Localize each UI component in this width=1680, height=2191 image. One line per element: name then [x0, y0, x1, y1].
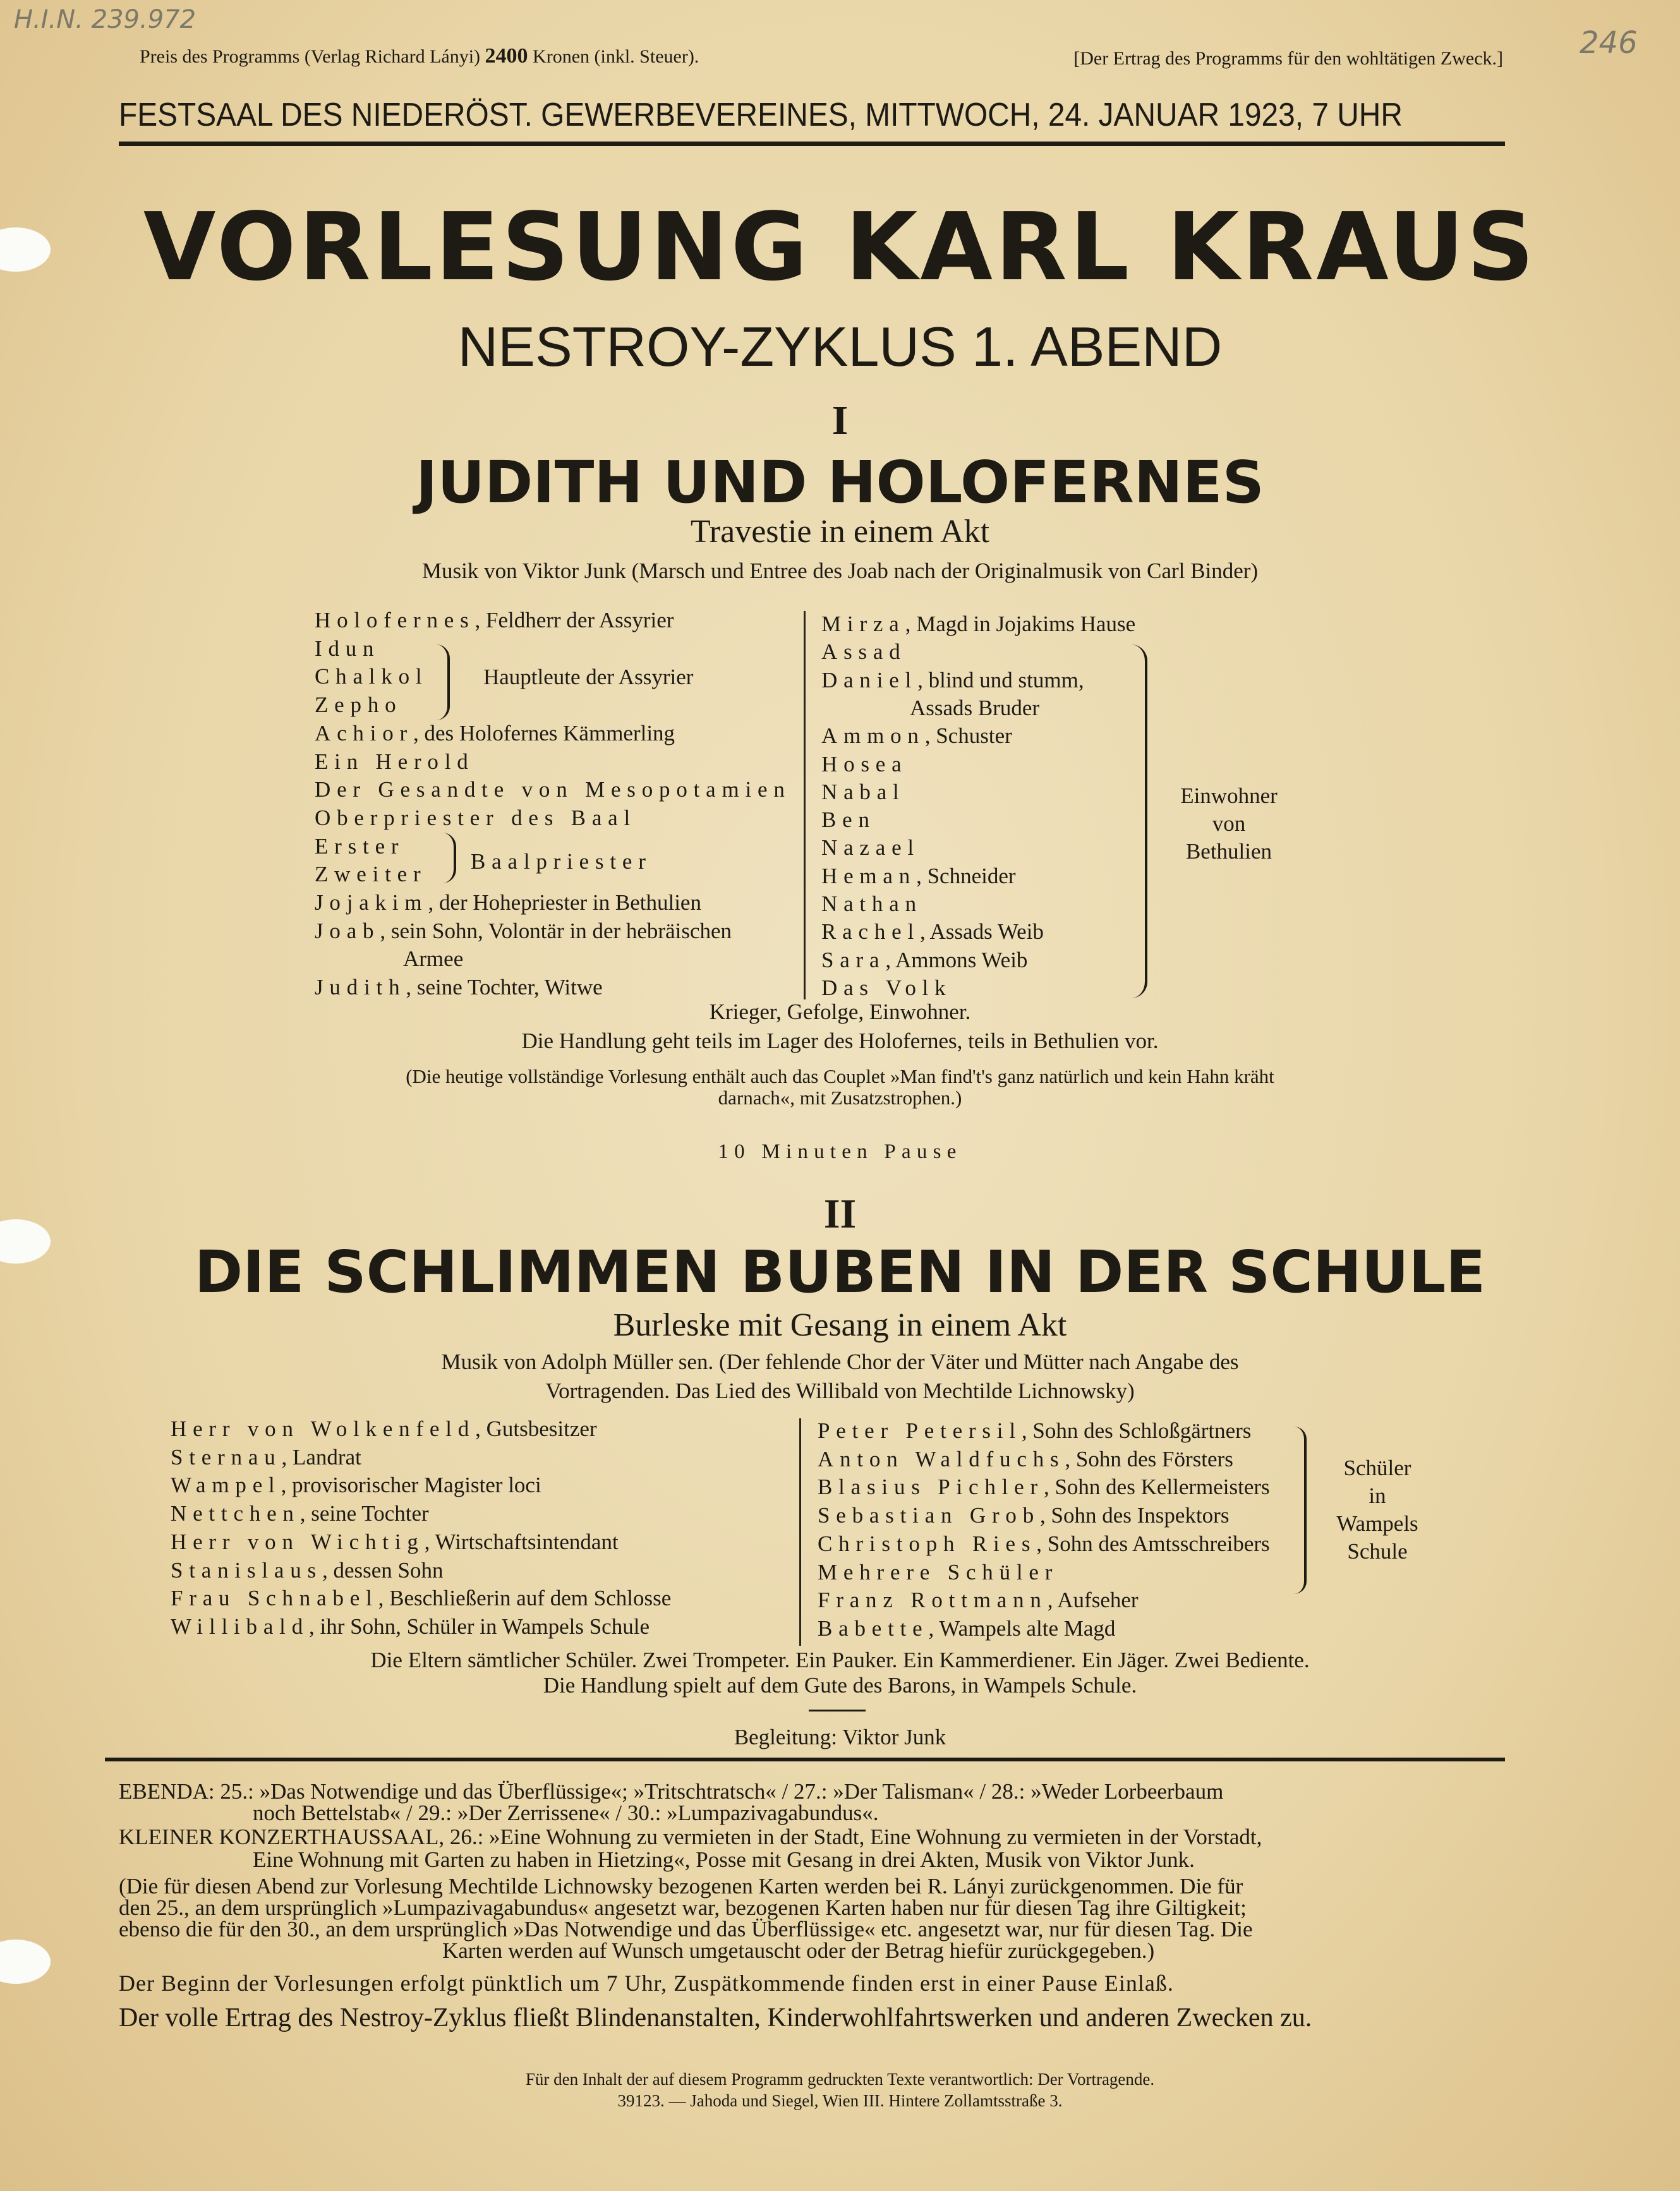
cast-row — [821, 752, 907, 777]
group-schueler — [1308, 1454, 1447, 1566]
character-role: , Sohn des Kellermeisters — [1043, 1475, 1270, 1500]
cast-row — [171, 1445, 361, 1470]
character-role: Armee — [403, 946, 464, 972]
character-name: Herr von Wichtig — [171, 1529, 425, 1554]
group-label: Bethulien — [1185, 839, 1272, 864]
character-name: Heman — [821, 863, 917, 888]
notes-rule — [105, 1758, 1505, 1761]
cast-row — [821, 948, 1027, 973]
part2-setting: Die Handlung spielt auf dem Gute des Barons, in Wampels Schule. — [543, 1673, 1137, 1698]
group-label: Baalpriester — [471, 849, 652, 874]
cast-row — [821, 807, 876, 833]
tickets-line-2: den 25., an dem ursprünglich »Lumpazivagabundus« angesetzt war, bezogenen Karten haben nur für diesen Tag ihre Giltigkeit; — [119, 1895, 1247, 1920]
part1-numeral: I — [831, 397, 849, 444]
part2-music-2: Vortragenden. Das Lied des Willibald von Mechtilde Lichnowsky) — [545, 1379, 1135, 1403]
cast-row — [910, 696, 1039, 721]
cast-row — [818, 1447, 1233, 1472]
character-name: Oberpriester des Baal — [315, 805, 637, 830]
inventory-number: H.I.N. 239.972 — [14, 5, 196, 34]
cast-row — [818, 1560, 1058, 1585]
short-rule — [809, 1710, 866, 1711]
cast-row — [315, 975, 603, 1000]
character-name: Erster — [315, 833, 405, 859]
footer-printer: 39123. — Jahoda und Siegel, Wien III. Hintere Zollamtsstraße 3. — [617, 2091, 1063, 2110]
character-name: Ben — [821, 807, 876, 833]
character-role: Assads Bruder — [910, 695, 1040, 720]
part1-extras: Krieger, Gefolge, Einwohner. — [709, 999, 971, 1024]
cast-row — [315, 834, 404, 859]
character-role: , Sohn des Amtsschreibers — [1036, 1531, 1270, 1556]
cast-row — [315, 919, 732, 944]
character-name: Jojakim — [315, 890, 428, 915]
accompaniment: Begleitung: Viktor Junk — [734, 1725, 946, 1749]
cast-row — [821, 975, 952, 1001]
character-role: , Feldherr der Assyrier — [474, 608, 674, 632]
proceeds-note: [Der Ertrag des Programms für den wohltätigen Zweck.] — [1073, 48, 1503, 69]
part1-setting: Die Handlung geht teils im Lager des Holofernes, teils in Bethulien vor. — [521, 1029, 1159, 1053]
cast-row — [171, 1558, 443, 1583]
price-line — [140, 44, 699, 68]
character-role: , Schuster — [924, 723, 1012, 749]
group-label: Schule — [1347, 1539, 1408, 1564]
cast-row — [315, 608, 674, 633]
group-einwohner — [1156, 782, 1302, 866]
cast-row — [315, 890, 701, 915]
venue-line: FESTSAAL DES NIEDERÖST. GEWERBEVEREINES, MITTWOCH, 24. JANUAR 1923, 7 UHR — [119, 97, 1403, 133]
cast-row — [315, 806, 636, 831]
part2-genre: Burleske mit Gesang in einem Akt — [613, 1307, 1067, 1343]
page-title: VORLESUNG KARL KRAUS — [143, 193, 1537, 301]
character-name: Zweiter — [315, 862, 427, 887]
character-name: Sara — [821, 947, 886, 972]
price-text: Preis des Programms (Verlag Richard Lányi) — [140, 46, 481, 67]
character-name: Wampel — [171, 1473, 281, 1498]
character-name: Chalkol — [315, 664, 428, 689]
character-name: Joab — [315, 918, 380, 943]
character-name: Der Gesandte von Mesopotamien — [315, 777, 791, 802]
cast-row — [818, 1503, 1229, 1528]
tickets-line-1: (Die für diesen Abend zur Vorlesung Mechtilde Lichnowsky bezogenen Karten werden bei R. Lányi zurückgenommen. Die für — [119, 1874, 1243, 1898]
price-suffix: Kronen (inkl. Steuer). — [533, 46, 699, 67]
cast-row — [821, 668, 1084, 693]
character-name: Holofernes — [315, 608, 475, 632]
part1-note-2: darnach«, mit Zusatzstrophen.) — [718, 1087, 962, 1109]
character-name: Nazael — [821, 835, 920, 860]
character-name: Mehrere Schüler — [818, 1559, 1059, 1584]
character-name: Nathan — [821, 891, 922, 916]
intermission: 10 Minuten Pause — [718, 1140, 962, 1163]
character-name: Stanislaus — [171, 1557, 322, 1583]
group-label: Einwohner — [1180, 783, 1278, 808]
cast-row — [818, 1418, 1251, 1444]
character-name: Willibald — [171, 1614, 309, 1639]
character-name: Judith — [315, 975, 406, 1000]
character-role: , Aufseher — [1047, 1588, 1139, 1613]
character-role: , Ammons Weib — [885, 947, 1028, 972]
cast-row — [171, 1530, 619, 1555]
character-role: , Beschließerin auf dem Schlosse — [378, 1586, 672, 1611]
footer-responsible: Für den Inhalt der auf diesem Programm gedruckten Texte verantwortlich: Der Vortragende. — [525, 2070, 1155, 2089]
part2-music-1: Musik von Adolph Müller sen. (Der fehlende Chor der Väter und Mütter nach Angabe des — [441, 1349, 1239, 1374]
character-role: , seine Tochter — [299, 1501, 429, 1526]
cast-row — [821, 723, 1012, 749]
part1-music: Musik von Viktor Junk (Marsch und Entree des Joab nach der Originalmusik von Carl Binder) — [421, 558, 1259, 583]
character-name: Sebastian Grob — [818, 1503, 1041, 1528]
cast-row — [315, 749, 474, 775]
subtitle: NESTROY-ZYKLUS 1. ABEND — [457, 315, 1223, 378]
cast-row — [818, 1475, 1270, 1500]
character-name: Peter Petersil — [818, 1418, 1022, 1443]
brace — [442, 833, 456, 883]
character-role: , Landrat — [281, 1444, 361, 1470]
character-role: , Gutsbesitzer — [475, 1416, 597, 1441]
ebenda-line-2: noch Bettelstab« / 29.: »Der Zerrissene« / 30.: »Lumpazivagabundus«. — [253, 1801, 879, 1825]
character-role: , Schneider — [916, 863, 1016, 888]
tickets-line-4: Karten werden auf Wunsch umgetauscht oder der Betrag hiefür zurückgegeben.) — [442, 1938, 1155, 1963]
start-notice: Der Beginn der Vorlesungen erfolgt pünktlich um 7 Uhr, Zuspätkommende finden erst in einer Pause Einlaß. — [119, 1971, 1174, 1996]
cast-row — [171, 1473, 541, 1498]
character-name: Rachel — [821, 919, 920, 945]
character-name: Babette — [818, 1615, 929, 1641]
character-role: , Sohn des Inspektors — [1040, 1503, 1230, 1528]
cast-row — [821, 639, 907, 665]
group-label: Wampels — [1336, 1511, 1418, 1536]
cast-row — [315, 862, 426, 887]
character-name: Das Volk — [821, 975, 952, 1000]
column-divider — [804, 611, 806, 999]
character-name: Blasius Pichler — [818, 1475, 1044, 1500]
price-amount: 2400 — [485, 44, 528, 68]
character-name: Hosea — [821, 751, 908, 776]
tickets-line-3: ebenso die für den 30., an dem ursprünglich »Das Notwendige und das Überflüssige« etc. angesetzt war, nur für diesen Tag. Die — [119, 1917, 1253, 1941]
cast-row — [818, 1616, 1115, 1641]
part1-genre: Travestie in einem Akt — [690, 514, 990, 550]
character-role: , Sohn des Schloßgärtners — [1021, 1418, 1252, 1443]
character-name: Achior — [315, 720, 413, 745]
character-role: , ihr Sohn, Schüler in Wampels Schule — [309, 1614, 650, 1639]
brace — [1131, 644, 1147, 998]
cast-row — [821, 864, 1016, 889]
character-role: , Sohn des Försters — [1065, 1446, 1233, 1471]
group-label: Schüler — [1343, 1456, 1411, 1480]
part2-numeral: II — [823, 1191, 857, 1237]
character-role: , des Holofernes Kämmerling — [413, 720, 675, 745]
character-name: Assad — [821, 639, 907, 665]
cast-row — [171, 1586, 671, 1611]
part2-extras: Die Eltern sämtlicher Schüler. Zwei Trompeter. Ein Pauker. Ein Kammerdiener. Ein Jäger. Zwei Bediente. — [370, 1648, 1310, 1672]
character-name: Frau Schnabel — [171, 1586, 378, 1611]
group-label: in — [1369, 1483, 1386, 1508]
character-name: Daniel — [821, 667, 918, 692]
cast-row — [171, 1416, 597, 1442]
character-name: Idun — [315, 636, 380, 661]
character-role: , dessen Sohn — [322, 1557, 444, 1583]
cast-row — [315, 777, 791, 802]
kleiner-line-1: KLEINER KONZERTHAUSSAAL, 26.: »Eine Wohnung zu vermieten in der Stadt, Eine Wohnung zu vermieten in der Vorstadt, — [119, 1825, 1262, 1849]
cast-row — [403, 946, 463, 972]
character-role: , seine Tochter, Witwe — [406, 975, 603, 1000]
cast-row — [171, 1501, 429, 1526]
cast-row — [821, 835, 920, 860]
cast-row — [171, 1614, 650, 1639]
cast-row — [315, 692, 402, 718]
column-divider — [799, 1418, 801, 1646]
cast-row — [821, 612, 1135, 637]
character-name: Franz Rottmann — [818, 1588, 1048, 1613]
character-role: , Magd in Jojakims Hause — [905, 612, 1136, 636]
page-number: 246 — [1580, 25, 1638, 61]
character-role: , Wirtschaftsintendant — [424, 1529, 619, 1554]
character-name: Nettchen — [171, 1501, 300, 1526]
cast-row — [821, 891, 922, 917]
character-name: Ein Herold — [315, 749, 474, 774]
ebenda-line-1: EBENDA: 25.: »Das Notwendige und das Überflüssige«; »Tritschtratsch« / 27.: »Der Talisman« / 28.: »Weder Lorbeerbaum — [119, 1779, 1224, 1804]
character-name: Sternau — [171, 1444, 282, 1470]
kleiner-line-2: Eine Wohnung mit Garten zu haben in Hietzing«, Posse mit Gesang in drei Akten, Musik von Viktor Junk. — [253, 1847, 1195, 1872]
group-label: Hauptleute der Assyrier — [483, 665, 694, 689]
character-role: , Assads Weib — [919, 919, 1044, 945]
header-rule — [119, 142, 1505, 146]
character-name: Zepho — [315, 692, 402, 718]
part1-note-1: (Die heutige vollständige Vorlesung enthält auch das Couplet »Man find't's ganz natürlich und kein Hahn kräht — [406, 1065, 1274, 1087]
character-name: Nabal — [821, 779, 905, 804]
character-name: Herr von Wolkenfeld — [171, 1416, 476, 1441]
cast-row — [315, 636, 380, 661]
part2-title: DIE SCHLIMMEN BUBEN IN DER SCHULE — [194, 1238, 1486, 1306]
cast-row — [818, 1588, 1139, 1613]
cast-row — [315, 721, 675, 746]
cast-row — [315, 664, 428, 689]
character-role: , blind und stumm, — [917, 667, 1084, 692]
character-name: Anton Waldfuchs — [818, 1446, 1065, 1471]
punch-hole — [0, 1940, 51, 1984]
proceeds-notice: Der volle Ertrag des Nestroy-Zyklus fließt Blindenanstalten, Kinderwohlfahrtswerken und anderen Zwecken zu. — [119, 2003, 1312, 2032]
character-role: , der Hohepriester in Bethulien — [428, 890, 701, 915]
character-role: , Wampels alte Magd — [928, 1615, 1116, 1641]
cast-row — [821, 919, 1044, 945]
brace — [1294, 1427, 1307, 1594]
character-name: Mirza — [821, 612, 905, 636]
character-role: , provisorischer Magister loci — [281, 1473, 541, 1498]
cast-row — [821, 780, 905, 805]
character-role: , sein Sohn, Volontär in der hebräischen — [380, 918, 732, 943]
brace — [436, 644, 450, 720]
cast-row — [818, 1531, 1270, 1557]
character-name: Christoph Ries — [818, 1531, 1037, 1556]
character-name: Ammon — [821, 723, 925, 749]
part1-title: JUDITH UND HOLOFERNES — [416, 449, 1264, 516]
group-label: von — [1212, 811, 1246, 836]
